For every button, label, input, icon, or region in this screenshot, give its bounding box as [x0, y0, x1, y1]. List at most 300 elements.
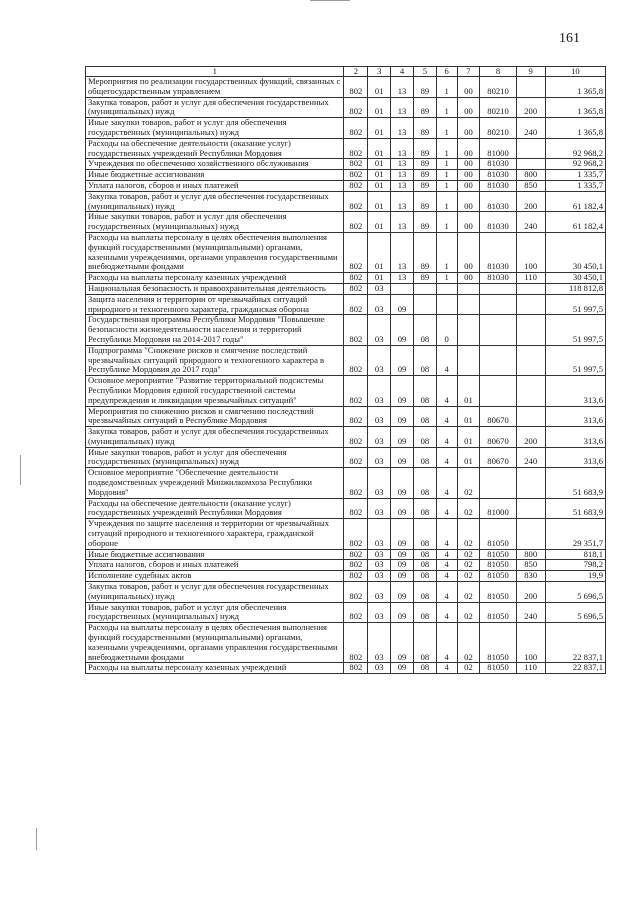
code-measure-cell: 02 [457, 498, 480, 519]
code-measure-cell: 00 [457, 138, 480, 159]
code-razdel-cell: 01 [368, 138, 391, 159]
code-razdel-cell: 03 [368, 560, 391, 571]
code-measure-cell: 00 [457, 159, 480, 170]
code-razdel-cell: 03 [368, 519, 391, 549]
code-subprogram-cell: 4 [436, 663, 457, 674]
header-cell: 6 [436, 67, 457, 77]
code-expense-type-cell [516, 498, 545, 519]
code-program-cell: 89 [413, 170, 436, 181]
table-row [86, 138, 606, 159]
code-razdel-cell: 03 [368, 468, 391, 498]
code-subprogram-cell: 1 [436, 170, 457, 181]
code-program-cell: 89 [413, 77, 436, 98]
code-razdel-cell: 01 [368, 170, 391, 181]
code-direction-cell: 81050 [480, 623, 516, 663]
code-direction-cell: 81050 [480, 549, 516, 560]
table-row [86, 376, 606, 406]
code-measure-cell: 02 [457, 519, 480, 549]
scan-artifact-mark [20, 455, 21, 485]
code-direction-cell: 81050 [480, 519, 516, 549]
header-cell: 7 [457, 67, 480, 77]
code-razdel-cell: 03 [368, 549, 391, 560]
code-razdel-cell: 03 [368, 406, 391, 427]
code-subprogram-cell: 1 [436, 77, 457, 98]
row-name-cell: Иные бюджетные ассигнования [86, 549, 344, 560]
code-glava-cell: 802 [344, 315, 368, 345]
table-row [86, 345, 606, 375]
code-podrazdel-cell: 13 [391, 180, 414, 191]
code-direction-cell [480, 345, 516, 375]
code-program-cell: 08 [413, 571, 436, 582]
amount-cell: 61 182,4 [545, 212, 605, 233]
code-podrazdel-cell: 09 [391, 582, 414, 603]
code-direction-cell: 81030 [480, 273, 516, 284]
code-podrazdel-cell: 09 [391, 294, 414, 315]
code-subprogram-cell: 1 [436, 212, 457, 233]
code-measure-cell: 02 [457, 623, 480, 663]
code-direction-cell [480, 294, 516, 315]
code-subprogram-cell: 1 [436, 138, 457, 159]
code-razdel-cell: 03 [368, 315, 391, 345]
header-cell: 1 [86, 67, 344, 77]
code-podrazdel-cell: 09 [391, 447, 414, 468]
code-podrazdel-cell: 13 [391, 97, 414, 118]
code-program-cell: 08 [413, 406, 436, 427]
code-glava-cell: 802 [344, 180, 368, 191]
code-direction-cell: 80210 [480, 118, 516, 139]
table-row [86, 77, 606, 98]
amount-cell: 1 365,8 [545, 77, 605, 98]
row-name-cell: Расходы на выплаты персоналу казенных учреждений [86, 663, 344, 674]
code-expense-type-cell: 200 [516, 97, 545, 118]
amount-cell: 92 968,2 [545, 159, 605, 170]
code-subprogram-cell: 0 [436, 315, 457, 345]
code-subprogram-cell: 1 [436, 97, 457, 118]
code-podrazdel-cell: 13 [391, 138, 414, 159]
row-name-cell: Исполнение судебных актов [86, 571, 344, 582]
row-name-cell: Расходы на выплаты персоналу в целях обеспечения выполнения функций государственными (муниципальными) органами, казенными учреждениями, органами управления государственными внебюджетными фондами [86, 623, 344, 663]
code-podrazdel-cell: 13 [391, 170, 414, 181]
code-subprogram-cell: 4 [436, 468, 457, 498]
table-row [86, 582, 606, 603]
amount-cell: 118 812,8 [545, 283, 605, 294]
row-name-cell: Государственная программа Республики Мордовия "Повышение безопасности жизнедеятельности населения и территорий Республики Мордовия на 2014-2017 годы" [86, 315, 344, 345]
code-measure-cell: 00 [457, 118, 480, 139]
amount-cell: 61 182,4 [545, 191, 605, 212]
code-podrazdel-cell: 13 [391, 232, 414, 272]
code-glava-cell: 802 [344, 345, 368, 375]
code-expense-type-cell: 830 [516, 571, 545, 582]
code-direction-cell: 80670 [480, 406, 516, 427]
code-direction-cell: 80210 [480, 77, 516, 98]
code-direction-cell: 81030 [480, 212, 516, 233]
code-direction-cell [480, 376, 516, 406]
row-name-cell: Закупка товаров, работ и услуг для обеспечения государственных (муниципальных) нужд [86, 582, 344, 603]
table-row [86, 294, 606, 315]
code-glava-cell: 802 [344, 159, 368, 170]
row-name-cell: Учреждения по защите населения и территории от чрезвычайных ситуаций природного и техногенного характера, гражданской обороне [86, 519, 344, 549]
code-glava-cell: 802 [344, 212, 368, 233]
code-expense-type-cell: 850 [516, 180, 545, 191]
code-podrazdel-cell: 09 [391, 345, 414, 375]
code-razdel-cell: 03 [368, 376, 391, 406]
code-glava-cell: 802 [344, 663, 368, 674]
code-subprogram-cell: 4 [436, 447, 457, 468]
table-row [86, 180, 606, 191]
code-podrazdel-cell: 09 [391, 623, 414, 663]
amount-cell: 5 696,5 [545, 602, 605, 623]
table-row [86, 519, 606, 549]
row-name-cell: Закупка товаров, работ и услуг для обеспечения государственных (муниципальных) нужд [86, 427, 344, 448]
table-row [86, 315, 606, 345]
code-expense-type-cell [516, 294, 545, 315]
code-program-cell: 08 [413, 560, 436, 571]
header-cell: 9 [516, 67, 545, 77]
code-direction-cell: 80670 [480, 447, 516, 468]
code-program-cell [413, 294, 436, 315]
code-glava-cell: 802 [344, 191, 368, 212]
code-direction-cell: 81030 [480, 170, 516, 181]
table-header-row [86, 67, 606, 77]
code-direction-cell: 81030 [480, 180, 516, 191]
row-name-cell: Основное мероприятие "Развитие территориальной подсистемы Республики Мордовия единой государственной системы предупреждения и ликвидации чрезвычайных ситуаций" [86, 376, 344, 406]
code-direction-cell: 81000 [480, 498, 516, 519]
code-program-cell: 08 [413, 623, 436, 663]
code-glava-cell: 802 [344, 549, 368, 560]
code-direction-cell: 81000 [480, 138, 516, 159]
code-expense-type-cell: 850 [516, 560, 545, 571]
amount-cell: 818,1 [545, 549, 605, 560]
code-measure-cell: 00 [457, 212, 480, 233]
row-name-cell: Защита населения и территории от чрезвычайных ситуаций природного и техногенного характера, гражданская оборона [86, 294, 344, 315]
code-expense-type-cell: 800 [516, 549, 545, 560]
code-subprogram-cell: 4 [436, 582, 457, 603]
code-subprogram-cell: 1 [436, 232, 457, 272]
code-razdel-cell: 03 [368, 498, 391, 519]
code-program-cell: 08 [413, 519, 436, 549]
amount-cell: 30 450,1 [545, 232, 605, 272]
row-name-cell: Мероприятия по снижению рисков и смягчению последствий чрезвычайных ситуаций в Республике Мордовия [86, 406, 344, 427]
code-podrazdel-cell: 09 [391, 519, 414, 549]
code-razdel-cell: 03 [368, 582, 391, 603]
code-podrazdel-cell: 13 [391, 118, 414, 139]
code-measure-cell: 01 [457, 376, 480, 406]
table-row [86, 549, 606, 560]
table-row [86, 170, 606, 181]
code-razdel-cell: 03 [368, 294, 391, 315]
code-program-cell: 89 [413, 191, 436, 212]
code-direction-cell: 80210 [480, 97, 516, 118]
code-direction-cell: 81050 [480, 582, 516, 603]
code-glava-cell: 802 [344, 447, 368, 468]
table-row [86, 427, 606, 448]
code-program-cell [413, 283, 436, 294]
code-expense-type-cell: 240 [516, 447, 545, 468]
code-measure-cell: 00 [457, 232, 480, 272]
code-direction-cell: 81030 [480, 191, 516, 212]
amount-cell: 19,9 [545, 571, 605, 582]
code-expense-type-cell: 800 [516, 170, 545, 181]
code-expense-type-cell [516, 159, 545, 170]
code-podrazdel-cell: 09 [391, 427, 414, 448]
code-glava-cell: 802 [344, 406, 368, 427]
row-name-cell: Закупка товаров, работ и услуг для обеспечения государственных (муниципальных) нужд [86, 97, 344, 118]
code-glava-cell: 802 [344, 118, 368, 139]
code-program-cell: 08 [413, 315, 436, 345]
code-razdel-cell: 01 [368, 180, 391, 191]
code-glava-cell: 802 [344, 560, 368, 571]
table-row [86, 191, 606, 212]
code-measure-cell: 02 [457, 468, 480, 498]
code-glava-cell: 802 [344, 170, 368, 181]
code-measure-cell: 00 [457, 191, 480, 212]
table-row [86, 468, 606, 498]
code-program-cell: 08 [413, 376, 436, 406]
amount-cell: 29 351,7 [545, 519, 605, 549]
code-expense-type-cell [516, 468, 545, 498]
code-program-cell: 89 [413, 212, 436, 233]
code-subprogram-cell: 4 [436, 406, 457, 427]
row-name-cell: Мероприятия по реализации государственных функций, связанных с общегосударственным управлением [86, 77, 344, 98]
code-glava-cell: 802 [344, 376, 368, 406]
row-name-cell: Иные закупки товаров, работ и услуг для обеспечения государственных (муниципальных) нужд [86, 602, 344, 623]
code-razdel-cell: 03 [368, 571, 391, 582]
code-expense-type-cell: 110 [516, 273, 545, 284]
row-name-cell: Расходы на выплаты персоналу казенных учреждений [86, 273, 344, 284]
amount-cell: 313,6 [545, 406, 605, 427]
row-name-cell: Расходы на выплаты персоналу в целях обеспечения выполнения функций государственными (муниципальными) органами, казенными учреждениями, органами управления государственными внебюджетными фондами [86, 232, 344, 272]
code-direction-cell: 81030 [480, 159, 516, 170]
code-subprogram-cell: 1 [436, 118, 457, 139]
amount-cell: 92 968,2 [545, 138, 605, 159]
code-direction-cell: 81050 [480, 571, 516, 582]
code-direction-cell: 81050 [480, 663, 516, 674]
code-measure-cell: 02 [457, 602, 480, 623]
amount-cell: 1 365,8 [545, 97, 605, 118]
code-podrazdel-cell: 09 [391, 560, 414, 571]
code-expense-type-cell: 200 [516, 582, 545, 603]
code-program-cell: 08 [413, 447, 436, 468]
table-row [86, 406, 606, 427]
amount-cell: 1 335,7 [545, 180, 605, 191]
amount-cell: 313,6 [545, 427, 605, 448]
table-row [86, 212, 606, 233]
code-direction-cell: 81030 [480, 232, 516, 272]
code-program-cell: 08 [413, 427, 436, 448]
row-name-cell: Расходы на обеспечение деятельности (оказание услуг) государственных учреждений Республики Мордовия [86, 138, 344, 159]
code-subprogram-cell: 4 [436, 345, 457, 375]
code-direction-cell [480, 283, 516, 294]
amount-cell: 22 837,1 [545, 623, 605, 663]
code-razdel-cell: 03 [368, 345, 391, 375]
amount-cell: 51 997,5 [545, 294, 605, 315]
code-razdel-cell: 03 [368, 447, 391, 468]
code-podrazdel-cell: 13 [391, 191, 414, 212]
code-podrazdel-cell: 13 [391, 212, 414, 233]
code-program-cell: 89 [413, 232, 436, 272]
page-number: 161 [559, 31, 580, 46]
code-program-cell: 89 [413, 159, 436, 170]
code-razdel-cell: 03 [368, 602, 391, 623]
amount-cell: 51 683,9 [545, 498, 605, 519]
code-measure-cell: 02 [457, 582, 480, 603]
code-glava-cell: 802 [344, 498, 368, 519]
table-row [86, 273, 606, 284]
amount-cell: 313,6 [545, 447, 605, 468]
code-podrazdel-cell: 09 [391, 602, 414, 623]
header-cell: 5 [413, 67, 436, 77]
code-glava-cell: 802 [344, 623, 368, 663]
row-name-cell: Уплата налогов, сборов и иных платежей [86, 560, 344, 571]
code-expense-type-cell: 110 [516, 663, 545, 674]
table-row [86, 571, 606, 582]
code-subprogram-cell: 4 [436, 560, 457, 571]
code-expense-type-cell [516, 519, 545, 549]
code-program-cell: 08 [413, 582, 436, 603]
code-expense-type-cell: 100 [516, 232, 545, 272]
amount-cell: 1 335,7 [545, 170, 605, 181]
row-name-cell: Уплата налогов, сборов и иных платежей [86, 180, 344, 191]
amount-cell: 51 997,5 [545, 345, 605, 375]
code-glava-cell: 802 [344, 582, 368, 603]
code-measure-cell: 00 [457, 180, 480, 191]
code-expense-type-cell [516, 283, 545, 294]
code-subprogram-cell: 1 [436, 159, 457, 170]
code-subprogram-cell: 4 [436, 623, 457, 663]
scan-top-edge [310, 0, 350, 1]
table-row [86, 498, 606, 519]
code-program-cell: 89 [413, 118, 436, 139]
code-podrazdel-cell: 09 [391, 549, 414, 560]
code-subprogram-cell [436, 283, 457, 294]
code-glava-cell: 802 [344, 519, 368, 549]
code-subprogram-cell: 1 [436, 180, 457, 191]
code-measure-cell [457, 294, 480, 315]
code-program-cell: 89 [413, 273, 436, 284]
code-podrazdel-cell: 09 [391, 663, 414, 674]
code-expense-type-cell: 100 [516, 623, 545, 663]
amount-cell: 30 450,1 [545, 273, 605, 284]
code-glava-cell: 802 [344, 97, 368, 118]
code-direction-cell: 81050 [480, 602, 516, 623]
budget-table [85, 66, 606, 674]
code-subprogram-cell: 4 [436, 602, 457, 623]
table-row [86, 602, 606, 623]
amount-cell: 1 365,8 [545, 118, 605, 139]
code-glava-cell: 802 [344, 138, 368, 159]
code-podrazdel-cell: 09 [391, 498, 414, 519]
code-glava-cell: 802 [344, 294, 368, 315]
code-glava-cell: 802 [344, 232, 368, 272]
amount-cell: 5 696,5 [545, 582, 605, 603]
code-measure-cell: 02 [457, 549, 480, 560]
code-glava-cell: 802 [344, 77, 368, 98]
amount-cell: 798,2 [545, 560, 605, 571]
code-measure-cell: 00 [457, 273, 480, 284]
code-measure-cell [457, 283, 480, 294]
code-measure-cell: 01 [457, 447, 480, 468]
code-measure-cell: 01 [457, 427, 480, 448]
row-name-cell: Закупка товаров, работ и услуг для обеспечения государственных (муниципальных) нужд [86, 191, 344, 212]
code-podrazdel-cell: 09 [391, 315, 414, 345]
code-direction-cell [480, 468, 516, 498]
header-cell: 10 [545, 67, 605, 77]
code-program-cell: 89 [413, 180, 436, 191]
code-razdel-cell: 01 [368, 159, 391, 170]
code-podrazdel-cell: 09 [391, 468, 414, 498]
code-subprogram-cell: 4 [436, 498, 457, 519]
code-glava-cell: 802 [344, 571, 368, 582]
code-podrazdel-cell [391, 283, 414, 294]
code-subprogram-cell [436, 294, 457, 315]
code-subprogram-cell: 4 [436, 549, 457, 560]
code-measure-cell: 02 [457, 560, 480, 571]
code-measure-cell [457, 345, 480, 375]
code-razdel-cell: 01 [368, 232, 391, 272]
code-expense-type-cell: 200 [516, 427, 545, 448]
table-row [86, 159, 606, 170]
row-name-cell: Иные закупки товаров, работ и услуг для обеспечения государственных (муниципальных) нужд [86, 212, 344, 233]
code-expense-type-cell [516, 315, 545, 345]
code-podrazdel-cell: 13 [391, 77, 414, 98]
table-row [86, 232, 606, 272]
code-subprogram-cell: 1 [436, 191, 457, 212]
code-direction-cell: 81050 [480, 560, 516, 571]
row-name-cell: Основное мероприятие "Обеспечение деятельности подведомственных учреждений Минжилкомхоза Республики Мордовия" [86, 468, 344, 498]
row-name-cell: Учреждения по обеспечению хозяйственного обслуживания [86, 159, 344, 170]
code-expense-type-cell: 240 [516, 118, 545, 139]
row-name-cell: Подпрограмма "Снижение рисков и смягчение последствий чрезвычайных ситуаций природного и техногенного характера в Республике Мордовия до 2017 года" [86, 345, 344, 375]
code-razdel-cell: 03 [368, 283, 391, 294]
code-razdel-cell: 01 [368, 118, 391, 139]
header-cell: 3 [368, 67, 391, 77]
code-program-cell: 08 [413, 468, 436, 498]
code-expense-type-cell [516, 77, 545, 98]
code-subprogram-cell: 4 [436, 519, 457, 549]
code-glava-cell: 802 [344, 427, 368, 448]
amount-cell: 51 683,9 [545, 468, 605, 498]
code-program-cell: 08 [413, 345, 436, 375]
code-direction-cell: 80670 [480, 427, 516, 448]
code-razdel-cell: 01 [368, 191, 391, 212]
code-measure-cell [457, 315, 480, 345]
code-expense-type-cell [516, 138, 545, 159]
row-name-cell: Иные бюджетные ассигнования [86, 170, 344, 181]
scan-artifact-mark [36, 828, 37, 850]
amount-cell: 51 997,5 [545, 315, 605, 345]
header-cell: 8 [480, 67, 516, 77]
code-subprogram-cell: 4 [436, 376, 457, 406]
code-razdel-cell: 01 [368, 97, 391, 118]
table-row [86, 560, 606, 571]
table-row [86, 623, 606, 663]
code-razdel-cell: 01 [368, 273, 391, 284]
amount-cell: 313,6 [545, 376, 605, 406]
code-program-cell: 08 [413, 602, 436, 623]
table-row [86, 663, 606, 674]
row-name-cell: Расходы на обеспечение деятельности (оказание услуг) государственных учреждений Республики Мордовия [86, 498, 344, 519]
code-podrazdel-cell: 13 [391, 273, 414, 284]
code-subprogram-cell: 4 [436, 571, 457, 582]
code-program-cell: 08 [413, 498, 436, 519]
code-expense-type-cell: 200 [516, 191, 545, 212]
header-cell: 2 [344, 67, 368, 77]
code-expense-type-cell [516, 376, 545, 406]
table-row [86, 447, 606, 468]
row-name-cell: Иные закупки товаров, работ и услуг для обеспечения государственных (муниципальных) нужд [86, 118, 344, 139]
code-glava-cell: 802 [344, 283, 368, 294]
code-program-cell: 08 [413, 663, 436, 674]
